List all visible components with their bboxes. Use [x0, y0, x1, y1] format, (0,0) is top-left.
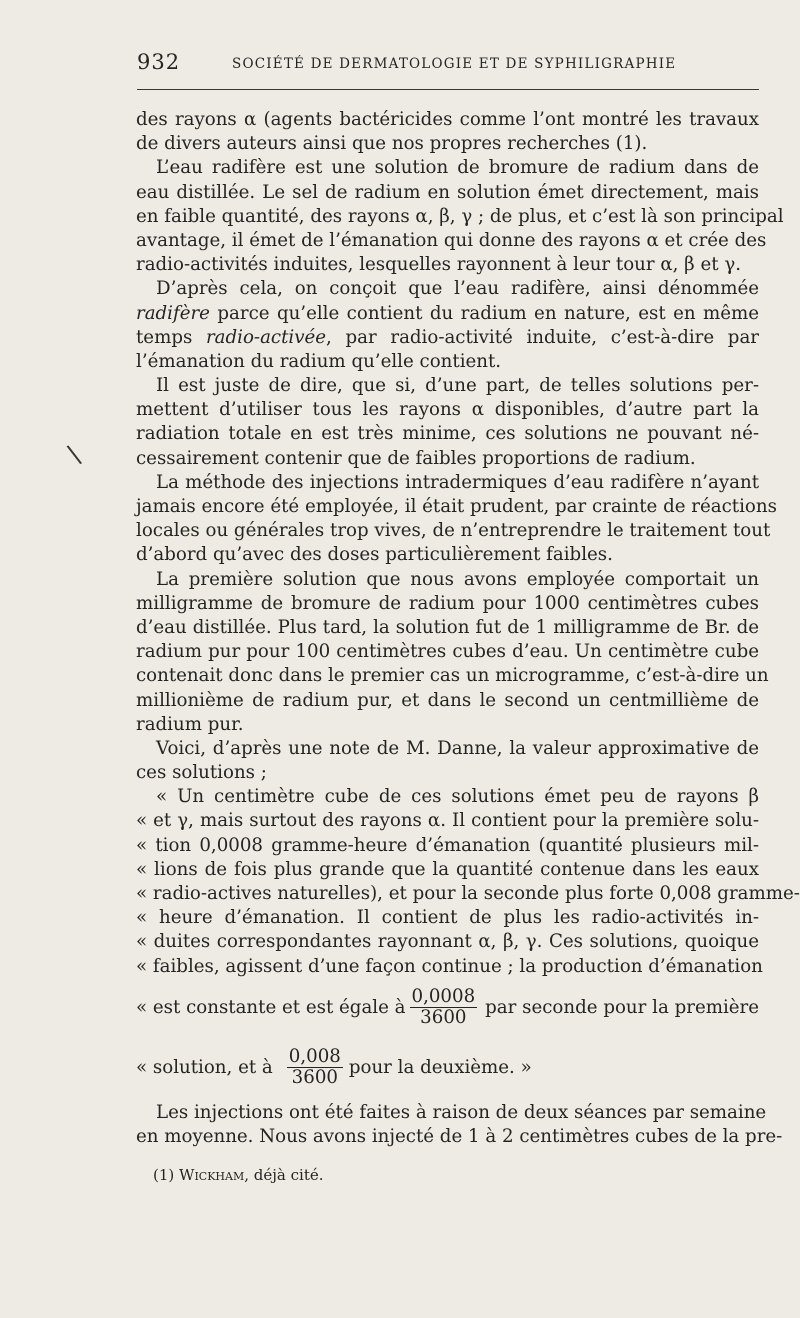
fraction-2-numerator: 0,008: [288, 1046, 341, 1068]
formula2-after: pour la deuxième. »: [348, 1057, 532, 1079]
page-header: [137, 50, 760, 80]
formula1-before: « est constante et est égale à: [136, 997, 406, 1019]
quote-line: « et γ, mais surtout des rayons α. Il contient pour la première solu-: [136, 810, 759, 832]
quote-line: « tion 0,0008 gramme-heure d’émanation (quantité plusieurs mil-: [136, 834, 759, 856]
formula-line-2: [136, 1039, 759, 1097]
footnote-author: Wickham,: [179, 1166, 249, 1184]
text-line-italic-start: radifère parce qu’elle contient du radium en nature, est en même: [136, 302, 759, 324]
text-line: millionième de radium pur, et dans le second un centmillième de: [136, 689, 759, 711]
formula-line-1: [136, 981, 759, 1035]
footnote-marker: (1): [153, 1166, 175, 1184]
text-line: d’eau distillée. Plus tard, la solution fut de 1 milligramme de Br. de: [136, 616, 759, 638]
text-line: radium pur.: [136, 713, 244, 735]
text-line: Voici, d’après une note de M. Danne, la valeur approximative de: [156, 737, 759, 759]
text-line: Les injections ont été faites à raison de deux séances par semaine: [156, 1101, 767, 1123]
running-title: SOCIÉTÉ DE DERMATOLOGIE ET DE SYPHILIGRAPHIE: [232, 56, 677, 72]
text-line: des rayons α (agents bactéricides comme l’ont montré les travaux: [136, 109, 759, 130]
text-line: locales ou générales trop vives, de n’entreprendre le traitement tout: [136, 520, 771, 542]
text-line: en faible quantité, des rayons α, β, γ ; de plus, et c’est là son principal: [136, 205, 784, 227]
quote-line: « lions de fois plus grande que la quantité contenue dans les eaux: [136, 858, 759, 880]
fraction-1-denominator: 3600: [420, 1007, 467, 1029]
fraction-2-denominator: 3600: [291, 1067, 338, 1089]
text-line: eau distillée. Le sel de radium en solution émet directement, mais: [136, 181, 759, 203]
fraction-1-numerator: 0,0008: [411, 986, 476, 1008]
text-line: jamais encore été employée, il était prudent, par crainte de réactions: [136, 496, 777, 517]
text-line: cessairement contenir que de faibles proportions de radium.: [136, 447, 696, 469]
page-number: 932: [137, 50, 181, 74]
header-rule: [137, 89, 759, 90]
text-line: ces solutions ;: [136, 762, 267, 784]
text-line: en moyenne. Nous avons injecté de 1 à 2 centimètres cubes de la pre-: [136, 1125, 783, 1147]
text-line: l’émanation du radium qu’elle contient.: [136, 350, 502, 372]
fraction-1: [410, 987, 478, 1028]
text-line: d’abord qu’avec des doses particulièrement faibles.: [136, 544, 613, 566]
text-line: La première solution que nous avons employée comportait un: [156, 568, 759, 590]
text-line: L’eau radifère est une solution de bromure de radium dans de: [156, 157, 759, 179]
text-line-italic-mid: temps radio-activée, par radio-activité induite, c’est-à-dire par: [136, 326, 759, 348]
text-line: D’après cela, on conçoit que l’eau radifère, ainsi dénommée: [156, 278, 759, 300]
footnote-text: déjà cité.: [253, 1166, 324, 1184]
footnote: [153, 1166, 324, 1184]
italic-term: radio-activée: [205, 326, 327, 348]
text-line: milligramme de bromure de radium pour 1000 centimètres cubes: [136, 592, 759, 614]
text-line: radium pur pour 100 centimètres cubes d’eau. Un centimètre cube: [136, 641, 759, 663]
body-text: [136, 108, 800, 1149]
text-line: avantage, il émet de l’émanation qui donne des rayons α et crée des: [136, 229, 767, 251]
text-line: radio-activités induites, lesquelles rayonnent à leur tour α, β et γ.: [136, 254, 741, 276]
quote-line: « faibles, agissent d’une façon continue ; la production d’émanation: [136, 955, 763, 977]
text-line: contenait donc dans le premier cas un microgramme, c’est-à-dire un: [136, 665, 769, 687]
quote-line: « duites correspondantes rayonnant α, β, γ. Ces solutions, quoique: [136, 931, 759, 953]
quote-line: « heure d’émanation. Il contient de plus les radio-activités in-: [136, 907, 759, 929]
text-line: mettent d’utiliser tous les rayons α disponibles, d’autre part la: [136, 399, 759, 421]
italic-term: radifère: [136, 302, 210, 324]
quote-line: « Un centimètre cube de ces solutions émet peu de rayons β: [156, 786, 759, 808]
text-line: Il est juste de dire, que si, d’une part, de telles solutions per-: [156, 375, 759, 397]
formula2-before: « solution, et à: [136, 1057, 273, 1079]
quote-line: « radio-actives naturelles), et pour la seconde plus forte 0,008 gramme-: [136, 883, 800, 904]
formula1-after: par seconde pour la première: [485, 997, 759, 1019]
text-line: de divers auteurs ainsi que nos propres recherches (1).: [136, 133, 648, 155]
margin-pencil-mark: \: [65, 439, 84, 471]
text-line: La méthode des injections intradermiques d’eau radifère n’ayant: [156, 471, 759, 493]
fraction-2: [287, 1047, 343, 1088]
text-line: radiation totale en est très minime, ces solutions ne pouvant né-: [136, 423, 759, 445]
